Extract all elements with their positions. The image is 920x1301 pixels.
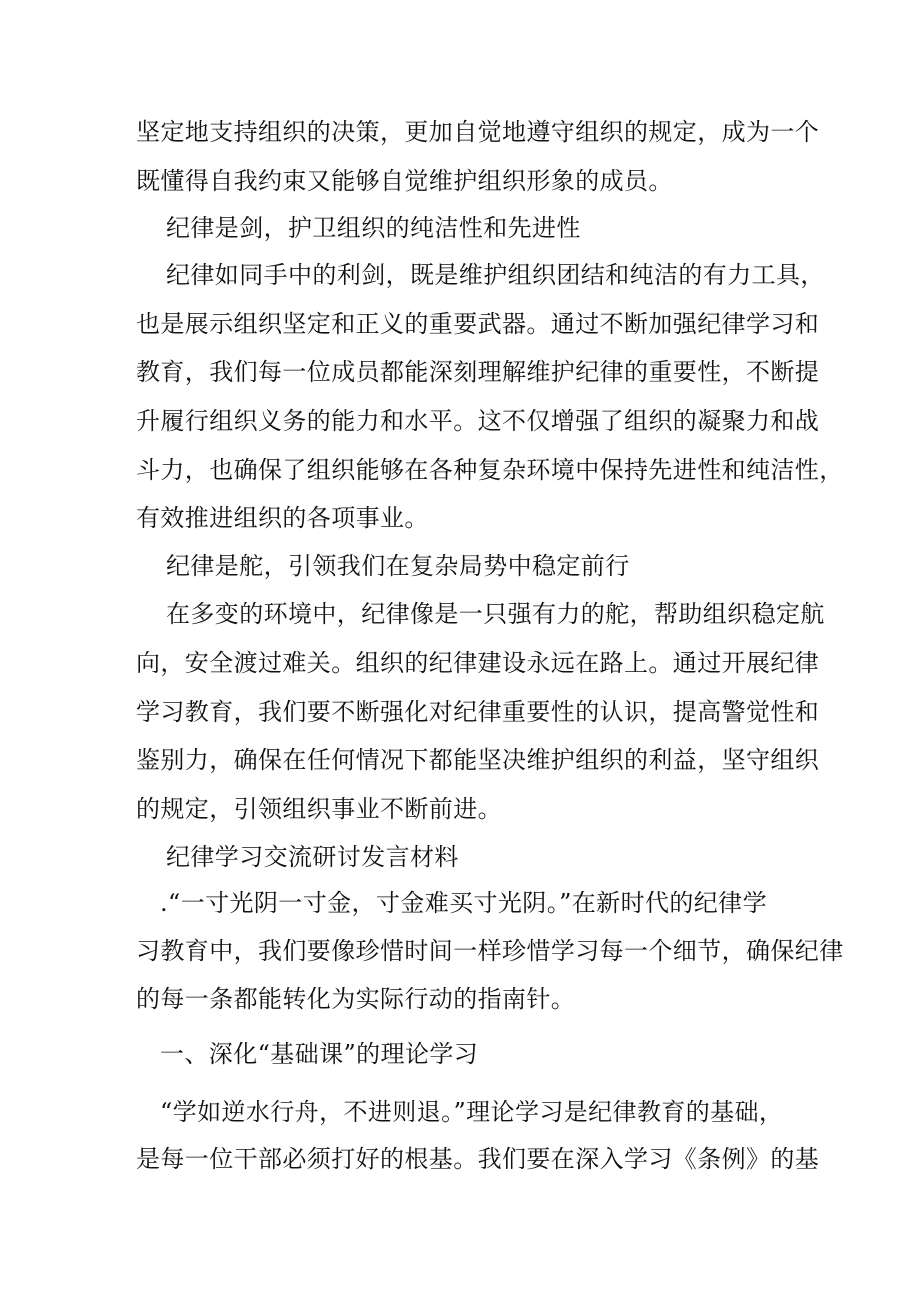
paragraph-line: 纪律如同手中的利剑，既是维护组织团结和纯洁的有力工具， <box>166 261 825 289</box>
paragraph-line: 向，安全渡过难关。组织的纪律建设永远在路上。通过开展纪律 <box>136 649 820 677</box>
paragraph-line: 的规定，引领组织事业不断前进。 <box>136 795 502 823</box>
paragraph-line: 在多变的环境中，纪律像是一只强有力的舵，帮助组织稳定航 <box>166 600 825 628</box>
paragraph-line: 是每一位干部必须打好的根基。我们要在深入学习《条例》的基 <box>136 1145 820 1173</box>
paragraph-line: 也是展示组织坚定和正义的重要武器。通过不断加强纪律学习和 <box>136 310 820 338</box>
section-heading: 纪律是舵，引领我们在复杂局势中稳定前行 <box>166 552 630 580</box>
paragraph-line: “学如逆水行舟，不进则退。”理论学习是纪律教育的基础， <box>160 1098 784 1126</box>
paragraph-line: 既懂得自我约束又能够自觉维护组织形象的成员。 <box>136 167 673 195</box>
document-title: 纪律学习交流研讨发言材料 <box>166 843 459 871</box>
paragraph-line: .“一寸光阴一寸金，寸金难买寸光阴。”在新时代的纪律学 <box>160 889 767 917</box>
paragraph-line: 学习教育，我们要不断强化对纪律重要性的认识，提高警觉性和 <box>136 698 820 726</box>
section-heading: 一、深化“基础课”的理论学习 <box>160 1040 479 1068</box>
paragraph-line: 习教育中，我们要像珍惜时间一样珍惜学习每一个细节，确保纪律 <box>136 937 844 965</box>
paragraph-line: 升履行组织义务的能力和水平。这不仅增强了组织的凝聚力和战 <box>136 407 820 435</box>
paragraph-line: 斗力，也确保了组织能够在各种复杂环境中保持先进性和纯洁性， <box>136 456 844 484</box>
paragraph-line: 鉴别力，确保在任何情况下都能坚决维护组织的利益，坚守组织 <box>136 746 820 774</box>
paragraph-line: 坚定地支持组织的决策，更加自觉地遵守组织的规定，成为一个 <box>136 118 820 146</box>
paragraph-line: 有效推进组织的各项事业。 <box>136 504 429 532</box>
section-heading: 纪律是剑，护卫组织的纯洁性和先进性 <box>166 214 581 242</box>
paragraph-line: 的每一条都能转化为实际行动的指南针。 <box>136 985 576 1013</box>
paragraph-line: 教育，我们每一位成员都能深刻理解维护纪律的重要性，不断提 <box>136 358 820 386</box>
